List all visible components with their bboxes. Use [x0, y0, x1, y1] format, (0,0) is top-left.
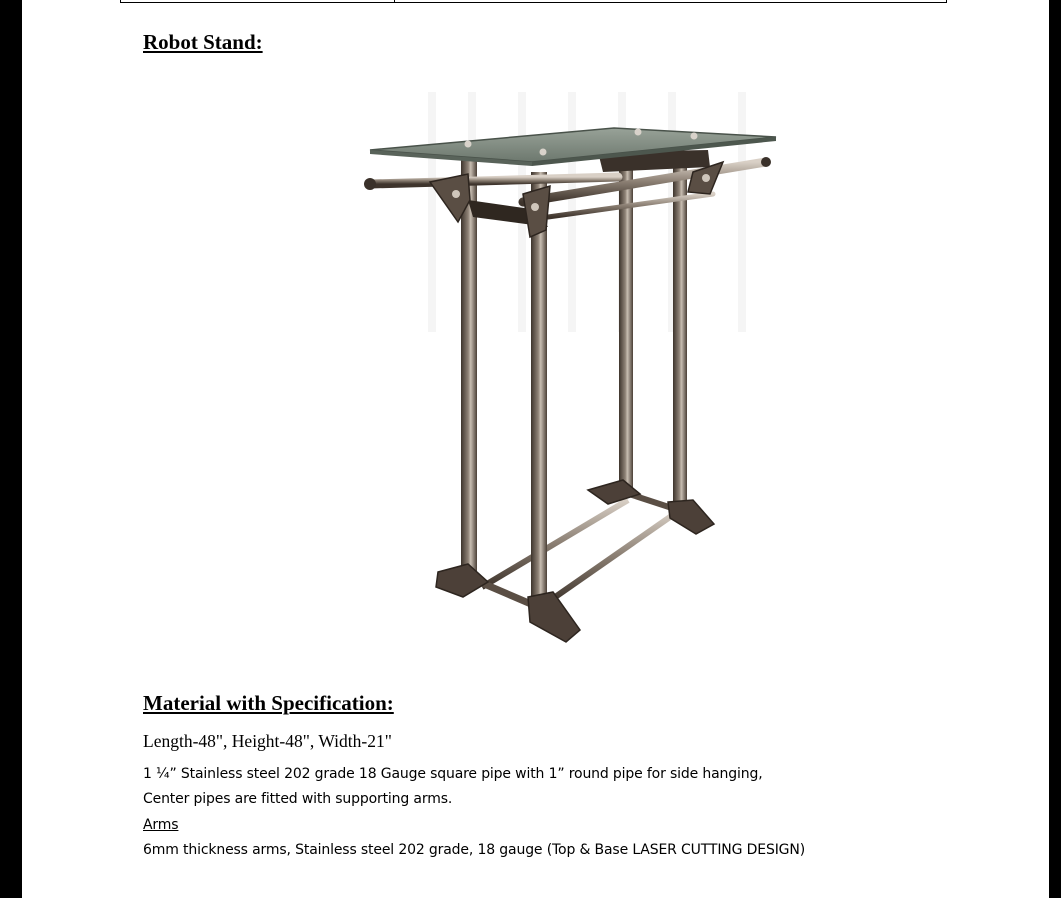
page-title: Robot Stand:	[143, 30, 263, 54]
spec-heading: Material with Specification:	[143, 691, 394, 715]
robot-stand-image	[318, 82, 778, 692]
dimensions-text: Length-48", Height-48", Width-21"	[143, 731, 392, 751]
document-page	[22, 0, 1049, 898]
table-column-divider	[394, 0, 395, 2]
table-border-fragment	[120, 0, 947, 3]
spec-line: Center pipes are fitted with supporting arms.	[143, 791, 453, 807]
spec-line: 1 ¼” Stainless steel 202 grade 18 Gauge square pipe with 1” round pipe for side hanging,	[143, 766, 763, 782]
arms-label: Arms	[143, 817, 179, 833]
arms-description: 6mm thickness arms, Stainless steel 202 grade, 18 gauge (Top & Base LASER CUTTING DESIGN)	[143, 842, 806, 858]
